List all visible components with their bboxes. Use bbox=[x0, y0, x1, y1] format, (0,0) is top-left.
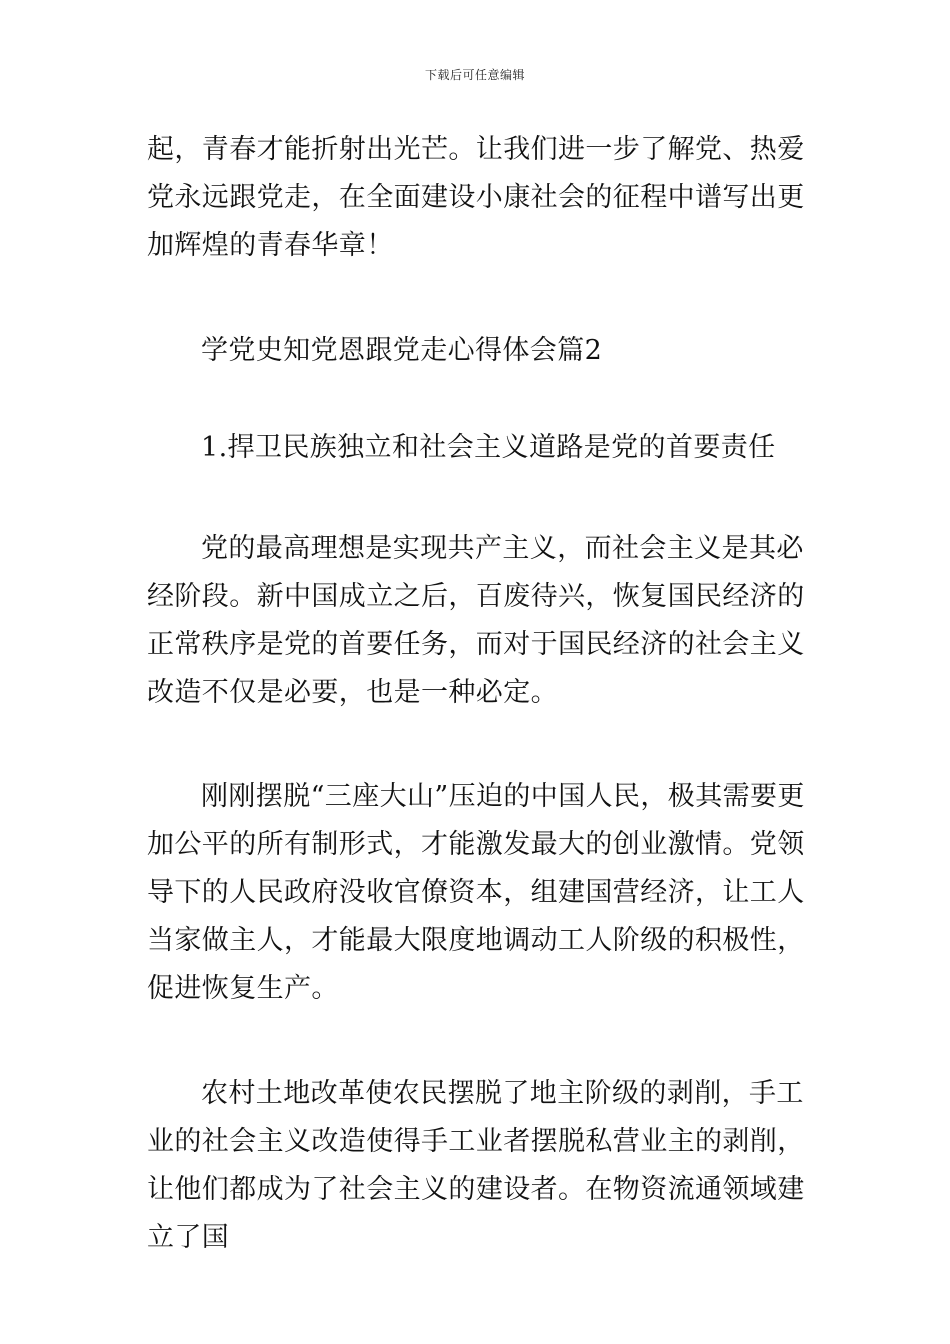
paragraph-1: 党的最高理想是实现共产主义，而社会主义是其必经阶段。新中国成立之后，百废待兴，恢复国民经济的正常秩序是党的首要任务，而对于国民经济的社会主义改造不仅是必要，也是一种必定。 bbox=[147, 533, 805, 708]
paragraph-3: 农村土地改革使农民摆脱了地主阶级的剥削，手工业的社会主义改造使得手工业者摆脱私营业主的剥削，让他们都成为了社会主义的建设者。在物资流通领域建立了国 bbox=[147, 1078, 805, 1253]
section-title: 学党史知党恩跟党走心得体会篇2 bbox=[201, 335, 603, 366]
paragraph-continuation: 起，青春才能折射出光芒。让我们进一步了解党、热爱党永远跟党走，在全面建设小康社会的征程中谱写出更加辉煌的青春华章！ bbox=[147, 134, 805, 261]
paragraph-2: 刚刚摆脱“三座大山”压迫的中国人民，极其需要更加公平的所有制形式，才能激发最大的创业激情。党领导下的人民政府没收官僚资本，组建国营经济，让工人当家做主人，才能最大限度地调动工人阶级的积极性，促进恢复生产。 bbox=[147, 781, 805, 1004]
sub-heading: 1.捍卫民族独立和社会主义道路是党的首要责任 bbox=[201, 432, 776, 463]
page-header-note: 下载后可任意编辑 bbox=[424, 68, 525, 82]
